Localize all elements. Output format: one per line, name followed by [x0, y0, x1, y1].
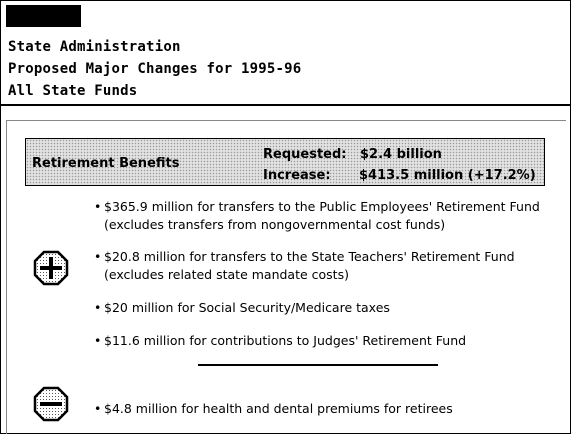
minus-sign-icon: [33, 386, 69, 422]
summary-box: [25, 138, 545, 186]
list-item: [94, 198, 554, 234]
bullet-icon: •: [94, 249, 102, 264]
list-item-text: $11.6 million for contributions to Judges' Retirement Fund: [104, 333, 467, 348]
title-line-2: Proposed Major Changes for 1995-96: [8, 61, 302, 77]
bullet-icon: •: [94, 401, 102, 416]
title-line-3: All State Funds: [8, 83, 138, 99]
list-item: [94, 248, 554, 284]
increase-label: Increase:: [263, 168, 331, 183]
list-item: [94, 299, 554, 317]
bullet-icon: •: [94, 300, 102, 315]
bullet-icon: •: [94, 199, 102, 214]
section-divider: [198, 364, 438, 366]
list-item-text: $365.9 million for transfers to the Public Employees' Retirement Fund (excludes transfers from nongovernmental cost funds): [104, 199, 540, 232]
list-item-text: $20.8 million for transfers to the State Teachers' Retirement Fund (excludes related state mandate costs): [104, 249, 515, 282]
bullet-icon: •: [94, 333, 102, 348]
list-item-text: $4.8 million for health and dental premiums for retirees: [104, 401, 453, 416]
summary-title: Retirement Benefits: [32, 156, 180, 171]
corner-tab: [6, 5, 81, 27]
requested-label: Requested:: [263, 147, 347, 162]
header-rule: [0, 104, 571, 106]
requested-value: $2.4 billion: [360, 147, 442, 162]
list-item: [94, 332, 554, 350]
title-line-1: State Administration: [8, 39, 181, 55]
list-item: [94, 400, 554, 418]
increase-value: $413.5 million (+17.2%): [359, 168, 536, 183]
page-title: [8, 36, 301, 102]
plus-sign-icon: [33, 250, 69, 286]
list-item-text: $20 million for Social Security/Medicare taxes: [104, 300, 390, 315]
